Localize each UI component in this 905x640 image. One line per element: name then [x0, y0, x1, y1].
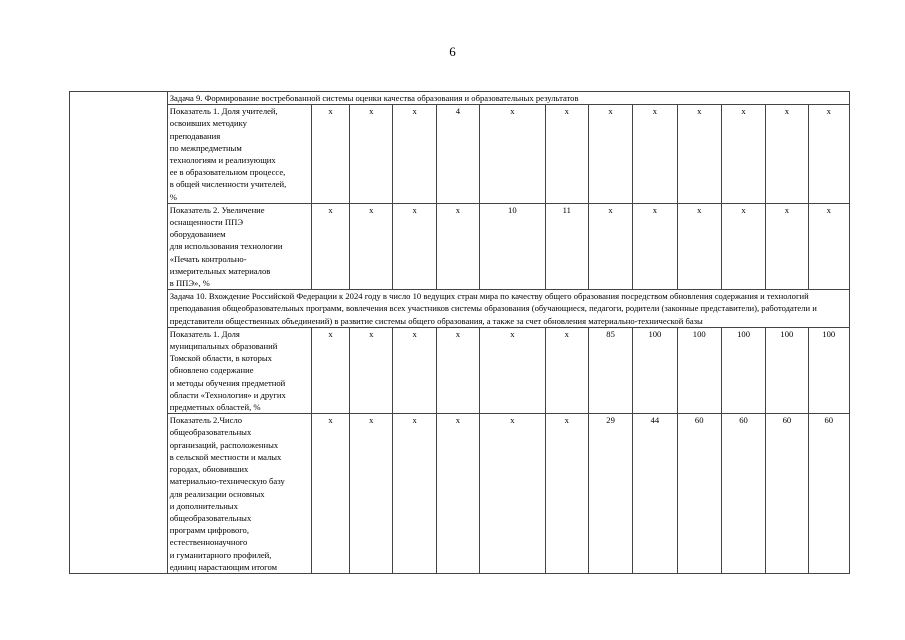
value-cell: x	[808, 203, 849, 289]
value-cell: x	[350, 414, 393, 574]
value-cell: x	[393, 203, 436, 289]
value-cell: 29	[588, 414, 632, 574]
value-cell: 44	[633, 414, 677, 574]
value-cell: x	[311, 203, 349, 289]
task10-title: Задача 10. Вхождение Российской Федерации к 2024 году в число 10 ведущих стран мира по качеству общего образования посредством обновления содержания и технологий преподавания общеобразовательных программ, вовлечения всех участников системы образования (обучающиеся, педагоги, родители (законные представители), работодатели и представители общественных объединений) в развитие системы общего образования, а также за счет обновления материально-технической базы	[167, 290, 849, 328]
value-cell: 100	[808, 327, 849, 413]
value-cell: x	[588, 105, 632, 204]
value-cell: x	[545, 327, 588, 413]
task9-title: Задача 9. Формирование востребованной системы оценки качества образования и образовательных результатов	[167, 92, 849, 105]
left-blank-column	[70, 92, 168, 574]
value-cell: 100	[766, 327, 808, 413]
value-cell: x	[350, 105, 393, 204]
value-cell: x	[677, 105, 721, 204]
value-cell: 60	[721, 414, 765, 574]
table-row	[70, 327, 850, 413]
value-cell: x	[436, 327, 479, 413]
value-cell: x	[311, 414, 349, 574]
value-cell: x	[633, 203, 677, 289]
value-cell: x	[633, 105, 677, 204]
value-cell: x	[393, 327, 436, 413]
value-cell: x	[766, 105, 808, 204]
value-cell: 100	[633, 327, 677, 413]
value-cell: 60	[677, 414, 721, 574]
value-cell: x	[721, 203, 765, 289]
page-number: 6	[449, 44, 456, 59]
value-cell: x	[480, 327, 545, 413]
table-body	[70, 92, 850, 574]
value-cell: 100	[677, 327, 721, 413]
indicator-cell: Показатель 2.Число общеобразовательных организаций, расположенных в сельской местности и малых городах, обновивших материально-техническую базу для реализации основных и дополнительных общеобразовательных программ цифрового, естественнонаучного и гуманитарного профилей, единиц нарастающим итогом	[167, 414, 311, 574]
value-cell: 4	[436, 105, 479, 204]
task10-row	[70, 290, 850, 328]
value-cell: x	[480, 105, 545, 204]
indicator-cell: Показатель 2. Увеличение оснащенности ППЭ оборудованием для использования технологии «Печать контрольно- измерительных материалов в ППЭ», %	[167, 203, 311, 289]
indicator-cell: Показатель 1. Доля учителей, освоивших методику преподавания по межпредметным технологиям и реализующих ее в образовательном процессе, в общей численности учителей, %	[167, 105, 311, 204]
table-row	[70, 203, 850, 289]
value-cell: x	[588, 203, 632, 289]
value-cell: 85	[588, 327, 632, 413]
table-row	[70, 105, 850, 204]
value-cell: 60	[766, 414, 808, 574]
value-cell: x	[350, 203, 393, 289]
table-row	[70, 414, 850, 574]
value-cell: x	[721, 105, 765, 204]
value-cell: x	[436, 414, 479, 574]
value-cell: x	[766, 203, 808, 289]
value-cell: x	[393, 414, 436, 574]
value-cell: x	[545, 414, 588, 574]
value-cell: x	[436, 203, 479, 289]
value-cell: 100	[721, 327, 765, 413]
value-cell: x	[480, 414, 545, 574]
value-cell: x	[808, 105, 849, 204]
value-cell: x	[677, 203, 721, 289]
value-cell: x	[350, 327, 393, 413]
value-cell: 11	[545, 203, 588, 289]
indicators-table	[69, 91, 850, 574]
value-cell: 10	[480, 203, 545, 289]
value-cell: x	[311, 105, 349, 204]
value-cell: 60	[808, 414, 849, 574]
indicator-cell: Показатель 1. Доля муниципальных образований Томской области, в которых обновлено содержание и методы обучения предметной области «Технология» и других предметных областей, %	[167, 327, 311, 413]
value-cell: x	[311, 327, 349, 413]
task9-row	[70, 92, 850, 105]
value-cell: x	[393, 105, 436, 204]
value-cell: x	[545, 105, 588, 204]
